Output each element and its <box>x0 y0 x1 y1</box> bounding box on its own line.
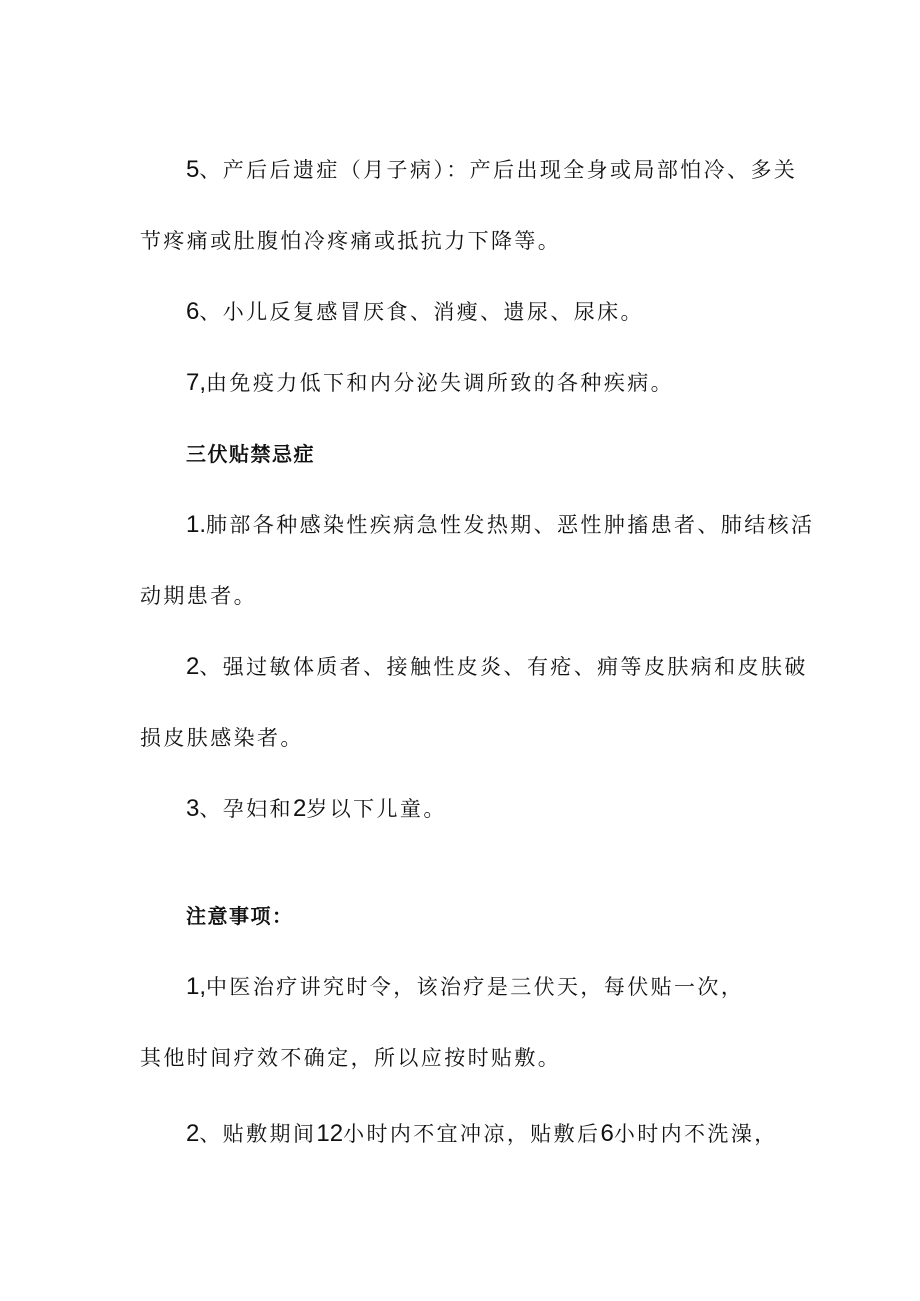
contraindication-heading: 三伏贴禁忌症 <box>186 442 315 466</box>
item-text: 肺部各种感染性疾病急性发热期、恶性肿搐患者、肺结核活 <box>206 513 815 537</box>
item-text: 、产后后遗症（月子病）：产后出现全身或局部怕冷、多关 <box>199 158 798 182</box>
item-number: 2 <box>186 653 200 680</box>
item-text: 、贴敷期间 <box>199 1122 317 1146</box>
item-number: 2 <box>186 1120 200 1147</box>
precaution-item-1-line-2 <box>140 1044 561 1072</box>
item-5-line-2 <box>140 227 561 255</box>
item-6 <box>186 298 644 326</box>
contra-item-2-line-2 <box>140 724 304 752</box>
item-text: 节疼痛或肚腹怕冷疼痛或抵抗力下降等。 <box>140 229 562 253</box>
item-number: 1. <box>186 511 207 538</box>
item-text: 中医治疗讲究时令，该治疗是三伏天，每伏贴一次， <box>206 975 745 999</box>
item-text: 、小儿反复感冒厌食、消瘦、遗尿、尿床。 <box>199 300 644 324</box>
item-text: 由免疫力低下和内分泌失调所致的各种疾病。 <box>206 371 675 395</box>
contra-item-2-line-1 <box>186 653 808 681</box>
item-text: 岁以下儿童。 <box>306 797 447 821</box>
item-number: 7, <box>186 369 207 396</box>
item-number: 6 <box>186 298 200 325</box>
item-text: 小时内不洗澡， <box>613 1122 778 1146</box>
item-text: 其他时间疗效不确定，所以应按时贴敷。 <box>140 1046 562 1070</box>
precaution-item-1-line-1 <box>186 973 744 1001</box>
item-text: 损皮肤感染者。 <box>140 726 304 750</box>
item-5-line-1 <box>186 156 797 184</box>
item-number: 1, <box>186 973 207 1000</box>
precautions-heading: 注意事项： <box>186 904 294 928</box>
item-number: 3 <box>186 795 200 822</box>
contra-item-3 <box>186 795 447 823</box>
item-text: 、强过敏体质者、接触性皮炎、有疮、痈等皮肤病和皮肤破 <box>199 655 808 679</box>
item-number-inline: 12 <box>316 1120 344 1147</box>
item-number-inline: 6 <box>600 1120 614 1147</box>
item-text: 、孕妇和 <box>199 797 293 821</box>
precaution-item-2-line-1 <box>186 1120 778 1148</box>
item-text: 小时内不宜冲凉，贴敷后 <box>343 1122 601 1146</box>
contra-item-1-line-2 <box>140 582 257 610</box>
item-7 <box>186 369 674 397</box>
item-text: 动期患者。 <box>140 584 257 608</box>
item-number: 5 <box>186 156 200 183</box>
item-number-inline: 2 <box>292 795 307 822</box>
contra-item-1-line-1 <box>186 511 814 539</box>
